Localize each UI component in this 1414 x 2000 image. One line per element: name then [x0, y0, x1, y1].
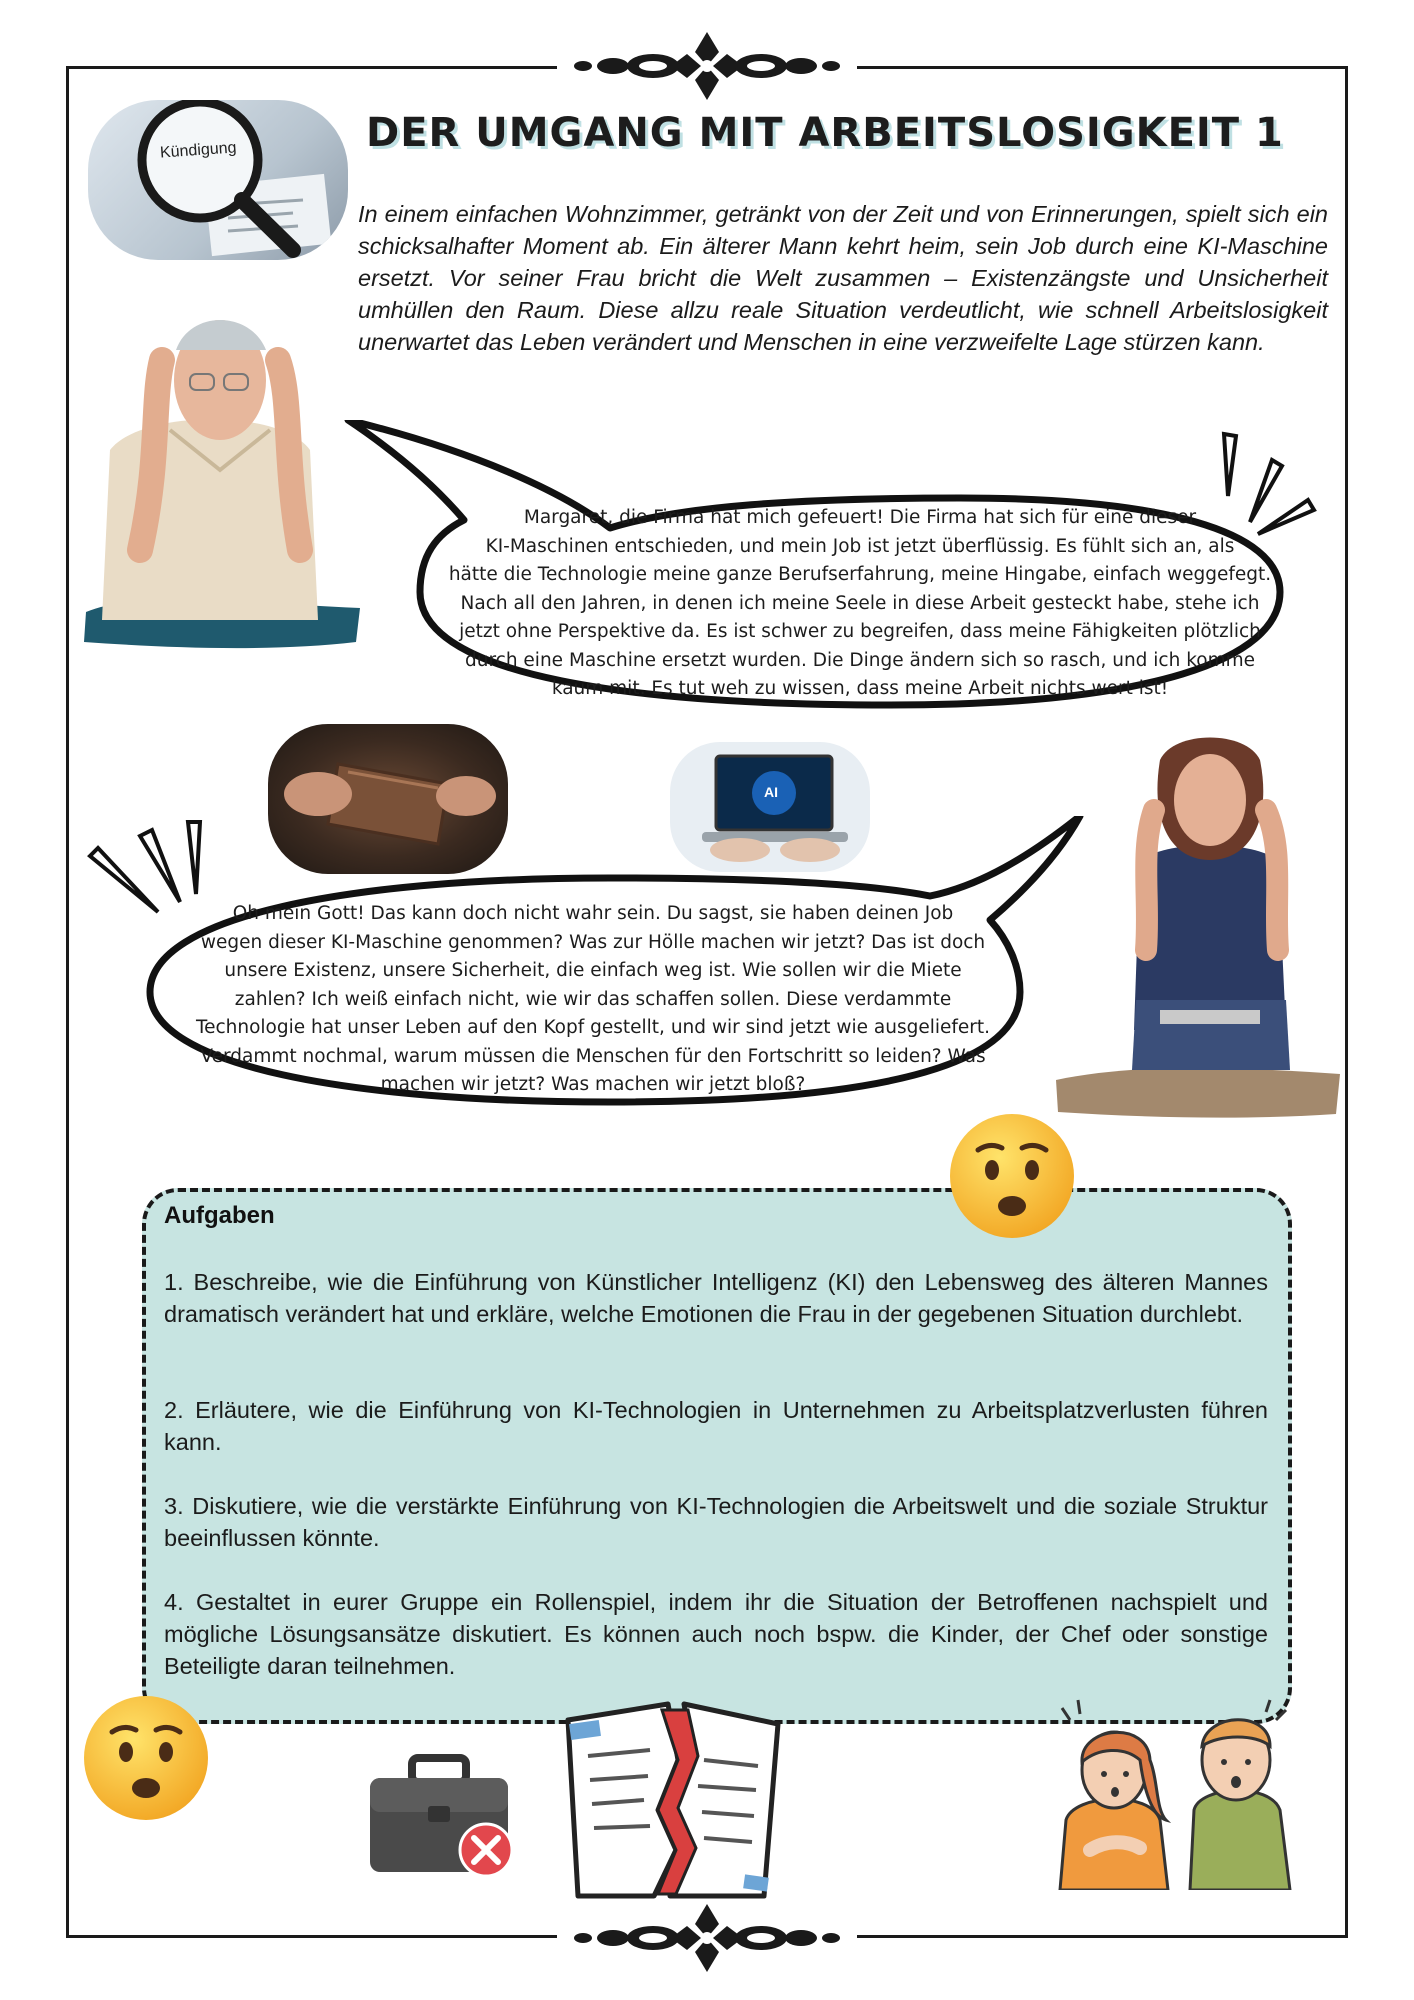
speech-line: Technologie hat unser Leben auf den Kopf gestellt, und wir sind jetzt wie ausgeliefert.	[195, 1017, 991, 1038]
briefcase-rejected-icon	[366, 1750, 526, 1880]
speech-line: Verdammt nochmal, warum müssen die Menschen für den Fortschritt so leiden? Was	[200, 1045, 986, 1067]
man-speech-text	[420, 504, 1300, 704]
magnifying-glass-icon	[88, 100, 348, 260]
speech-line: jetzt ohne Perspektive da. Es ist schwer zu begreifen, dass meine Fähigkeiten plötzlich	[459, 621, 1261, 642]
intro-paragraph: In einem einfachen Wohnzimmer, getränkt von der Zeit und von Erinnerungen, spielt sich ein schicksalhafter Moment ab. Ein älterer Mann kehrt heim, sein Job durch eine KI-Maschine ersetzt. Vor seiner Frau bricht die Welt zusammen – Existenzängste und Unsicherheit umhüllen den Raum. Diese allzu reale Situation verdeutlicht, wie schnell Arbeitslosigkeit unerwartet das Leben verändert und Menschen in eine verzweifelte Lage stürzen kann.	[358, 201, 1328, 355]
task-item: 2. Erläutere, wie die Einführung von KI-Technologien in Unternehmen zu Arbeitsplatzverlusten führen kann.	[164, 1397, 1268, 1455]
worried-face-emoji-icon	[82, 1694, 210, 1822]
speech-line: hätte die Technologie meine ganze Berufserfahrung, meine Hingabe, einfach weggefegt.	[448, 564, 1272, 585]
worried-man-illustration	[80, 290, 360, 700]
speech-line: wegen dieser KI-Maschine genommen? Was zur Hölle machen wir jetzt? Das ist doch	[200, 931, 986, 953]
torn-contract-icon	[558, 1700, 788, 1900]
emphasis-strokes-icon	[1210, 430, 1320, 540]
tasks-heading: Aufgaben	[164, 1202, 275, 1229]
flourish-ornament-icon	[557, 26, 857, 106]
top-ornament	[557, 26, 857, 106]
speech-line: durch eine Maschine ersetzt wurden. Die Dinge ändern sich so rasch, und ich komme	[464, 649, 1256, 671]
speech-line: KI-Maschinen entschieden, und mein Job ist jetzt überflüssig. Es fühlt sich an, als	[485, 535, 1235, 557]
speech-line: kaum mit. Es tut weh zu wissen, dass meine Arbeit nichts wert ist!	[551, 678, 1169, 699]
speech-line: machen wir jetzt? Was machen wir jetzt bloß?	[380, 1074, 806, 1095]
worried-face-emoji-icon	[948, 1112, 1076, 1240]
speech-line: unsere Existenz, unsere Sicherheit, die einfach weg ist. Wie sollen wir die Miete	[224, 960, 962, 981]
laptop-screen-label: AI	[764, 784, 778, 800]
worried-old-man-photo	[80, 290, 360, 700]
surprised-couple-illustration	[1040, 1690, 1330, 1890]
page-title: DER UMGANG MIT ARBEITSLOSIGKEIT 1	[366, 110, 1284, 156]
bottom-ornament	[557, 1898, 857, 1978]
flourish-ornament-icon	[557, 1898, 857, 1978]
speech-line: Margaret, die Firma hat mich gefeuert! Die Firma hat sich für eine dieser	[523, 507, 1197, 528]
speech-line: zahlen? Ich weiß einfach nicht, wie wir das schaffen sollen. Diese verdammte	[234, 988, 952, 1010]
kuendigung-label: Kündigung	[159, 139, 237, 162]
speech-line: Nach all den Jahren, in denen ich meine Seele in diese Arbeit gesteckt habe, stehe ich	[460, 592, 1260, 614]
task-item: 3. Diskutiere, wie die verstärkte Einführung von KI-Technologien die Arbeitswelt und die soziale Struktur beeinflussen könnte.	[164, 1493, 1268, 1551]
task-item: 4. Gestaltet in eurer Gruppe ein Rollenspiel, indem ihr die Situation der Betroffenen nachspielt und mögliche Lösungsansätze diskutiert. Es können auch noch bspw. die Kinder, der Chef oder sonstige Beteiligte daran teilnehmen.	[164, 1589, 1268, 1679]
task-item: 1. Beschreibe, wie die Einführung von Künstlicher Intelligenz (KI) den Lebensweg des älteren Mannes dramatisch verändert hat und erkläre, welche Emotionen die Frau in der gegebenen Situation durchlebt.	[164, 1269, 1268, 1327]
speech-line: Oh mein Gott! Das kann doch nicht wahr sein. Du sagst, sie haben deinen Job	[232, 903, 954, 924]
termination-letter-photo	[88, 100, 348, 260]
woman-speech-text	[158, 900, 1028, 1100]
